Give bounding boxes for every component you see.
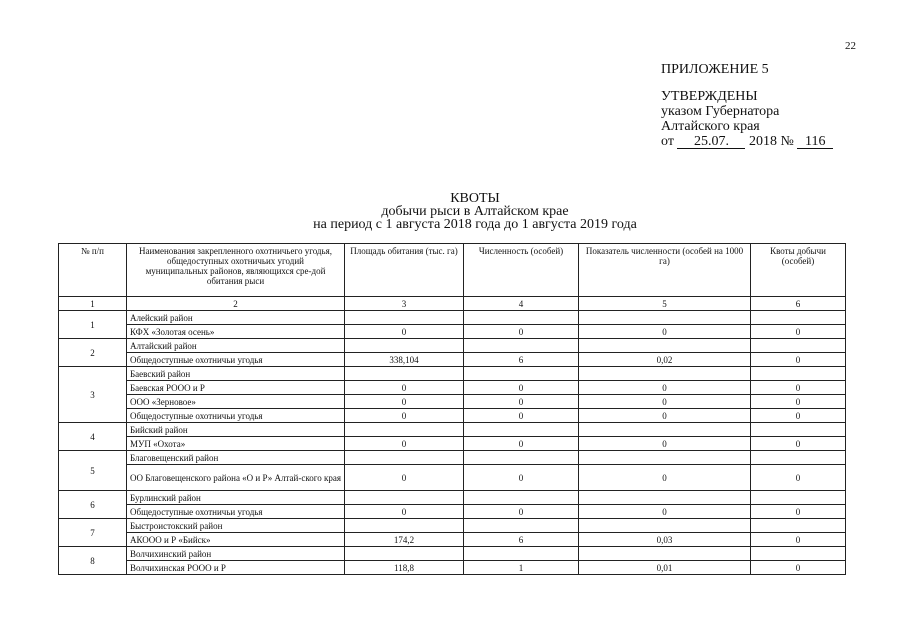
- habitat-area: 118,8: [345, 561, 464, 575]
- district-row: [59, 519, 846, 533]
- population-count: 0: [464, 409, 579, 423]
- empty-cell: [751, 339, 846, 353]
- hunting-ground-name: Общедоступные охотничьи угодья: [127, 353, 345, 367]
- population-density: 0: [579, 505, 751, 519]
- table-body: [59, 297, 846, 575]
- harvest-quota: 0: [751, 561, 846, 575]
- table-row: [59, 561, 846, 575]
- district-row: [59, 311, 846, 325]
- district-name: Бурлинский район: [127, 491, 345, 505]
- approval-block: [661, 62, 881, 149]
- table-row: [59, 381, 846, 395]
- hunting-ground-name: ОО Благовещенского района «О и Р» Алтай-ского края: [127, 465, 345, 491]
- harvest-quota: 0: [751, 533, 846, 547]
- table-row: [59, 465, 846, 491]
- empty-cell: [464, 519, 579, 533]
- appendix-title: ПРИЛОЖЕНИЕ 5: [661, 62, 769, 77]
- population-density: 0: [579, 465, 751, 491]
- empty-cell: [579, 311, 751, 325]
- district-number: 2: [59, 339, 127, 367]
- harvest-quota: 0: [751, 465, 846, 491]
- table-row: [59, 353, 846, 367]
- harvest-quota: 0: [751, 505, 846, 519]
- empty-cell: [579, 547, 751, 561]
- habitat-area: 0: [345, 325, 464, 339]
- population-count: 0: [464, 381, 579, 395]
- document-heading: [220, 192, 730, 231]
- population-count: 0: [464, 437, 579, 451]
- empty-cell: [579, 367, 751, 381]
- habitat-area: 0: [345, 465, 464, 491]
- hunting-ground-name: ООО «Зерновое»: [127, 395, 345, 409]
- empty-cell: [464, 423, 579, 437]
- empty-cell: [579, 491, 751, 505]
- population-count: 6: [464, 353, 579, 367]
- habitat-area: 0: [345, 395, 464, 409]
- hunting-ground-name: Общедоступные охотничьи угодья: [127, 505, 345, 519]
- decree-label: указом Губернатора: [661, 104, 780, 119]
- header-area: Площадь обитания (тыс. га): [345, 244, 464, 297]
- year-label: 2018 №: [748, 134, 794, 149]
- empty-cell: [751, 451, 846, 465]
- empty-cell: [464, 311, 579, 325]
- district-number: 5: [59, 451, 127, 491]
- decree-date: 25.07.: [677, 135, 745, 149]
- decree-date-line: [661, 134, 881, 149]
- empty-cell: [579, 423, 751, 437]
- table-row: [59, 505, 846, 519]
- empty-cell: [751, 519, 846, 533]
- empty-cell: [579, 451, 751, 465]
- population-count: 6: [464, 533, 579, 547]
- population-density: 0: [579, 325, 751, 339]
- population-density: 0: [579, 437, 751, 451]
- hunting-ground-name: Общедоступные охотничьи угодья: [127, 409, 345, 423]
- harvest-quota: 0: [751, 325, 846, 339]
- district-row: [59, 339, 846, 353]
- district-number: 7: [59, 519, 127, 547]
- district-row: [59, 451, 846, 465]
- empty-cell: [751, 367, 846, 381]
- population-count: 0: [464, 505, 579, 519]
- page-number: 22: [845, 40, 856, 52]
- header-density: Показатель численности (особей на 1000 га): [579, 244, 751, 297]
- empty-cell: [345, 547, 464, 561]
- harvest-quota: 0: [751, 395, 846, 409]
- population-density: 0,02: [579, 353, 751, 367]
- empty-cell: [464, 339, 579, 353]
- heading-subtitle: добычи рыси в Алтайском крае: [381, 204, 569, 219]
- column-number: 6: [751, 297, 846, 311]
- district-name: Волчихинский район: [127, 547, 345, 561]
- header-num: № п/п: [59, 244, 127, 297]
- hunting-ground-name: АКООО и Р «Бийск»: [127, 533, 345, 547]
- empty-cell: [345, 519, 464, 533]
- district-row: [59, 423, 846, 437]
- column-number: 3: [345, 297, 464, 311]
- header-name: Наименования закрепленного охотничьего угодья, общедоступных охотничьих угодий муниципальных районов, являющихся сре-дой обитания рыси: [127, 244, 345, 297]
- hunting-ground-name: МУП «Охота»: [127, 437, 345, 451]
- habitat-area: 0: [345, 409, 464, 423]
- district-number: 4: [59, 423, 127, 451]
- district-name: Бийский район: [127, 423, 345, 437]
- heading-title: КВОТЫ: [450, 191, 500, 206]
- population-density: 0: [579, 409, 751, 423]
- habitat-area: 0: [345, 505, 464, 519]
- habitat-area: 0: [345, 381, 464, 395]
- column-number: 2: [127, 297, 345, 311]
- empty-cell: [345, 451, 464, 465]
- header-count: Численность (особей): [464, 244, 579, 297]
- population-count: 0: [464, 465, 579, 491]
- empty-cell: [751, 491, 846, 505]
- column-number: 5: [579, 297, 751, 311]
- district-name: Алейский район: [127, 311, 345, 325]
- empty-cell: [579, 339, 751, 353]
- empty-cell: [345, 339, 464, 353]
- table-row: [59, 325, 846, 339]
- empty-cell: [345, 367, 464, 381]
- header-quota: Квоты добычи (особей): [751, 244, 846, 297]
- empty-cell: [345, 311, 464, 325]
- empty-cell: [751, 547, 846, 561]
- harvest-quota: 0: [751, 381, 846, 395]
- column-number: 1: [59, 297, 127, 311]
- approved-label: УТВЕРЖДЕНЫ: [661, 89, 758, 104]
- hunting-ground-name: КФХ «Золотая осень»: [127, 325, 345, 339]
- district-number: 6: [59, 491, 127, 519]
- district-number: 3: [59, 367, 127, 423]
- from-label: от: [661, 134, 674, 149]
- column-number: 4: [464, 297, 579, 311]
- region-label: Алтайского края: [661, 119, 760, 134]
- empty-cell: [345, 423, 464, 437]
- population-count: 0: [464, 325, 579, 339]
- population-count: 1: [464, 561, 579, 575]
- district-name: Благовещенский район: [127, 451, 345, 465]
- population-density: 0: [579, 381, 751, 395]
- district-row: [59, 367, 846, 381]
- quota-table: [58, 243, 846, 575]
- district-row: [59, 547, 846, 561]
- population-density: 0,03: [579, 533, 751, 547]
- harvest-quota: 0: [751, 409, 846, 423]
- district-number: 8: [59, 547, 127, 575]
- hunting-ground-name: Баевская РООО и Р: [127, 381, 345, 395]
- empty-cell: [579, 519, 751, 533]
- heading-period: на период с 1 августа 2018 года до 1 августа 2019 года: [313, 217, 637, 232]
- district-name: Быстроистокский район: [127, 519, 345, 533]
- district-name: Алтайский район: [127, 339, 345, 353]
- population-count: 0: [464, 395, 579, 409]
- population-density: 0: [579, 395, 751, 409]
- district-name: Баевский район: [127, 367, 345, 381]
- harvest-quota: 0: [751, 437, 846, 451]
- empty-cell: [464, 547, 579, 561]
- empty-cell: [751, 311, 846, 325]
- empty-cell: [751, 423, 846, 437]
- harvest-quota: 0: [751, 353, 846, 367]
- habitat-area: 174,2: [345, 533, 464, 547]
- empty-cell: [464, 367, 579, 381]
- empty-cell: [464, 491, 579, 505]
- hunting-ground-name: Волчихинская РООО и Р: [127, 561, 345, 575]
- table-row: [59, 533, 846, 547]
- table-header-row: [59, 244, 846, 297]
- habitat-area: 0: [345, 437, 464, 451]
- empty-cell: [464, 451, 579, 465]
- habitat-area: 338,104: [345, 353, 464, 367]
- district-number: 1: [59, 311, 127, 339]
- table-row: [59, 409, 846, 423]
- decree-number: 116: [797, 135, 833, 149]
- population-density: 0,01: [579, 561, 751, 575]
- district-row: [59, 491, 846, 505]
- column-number-row: [59, 297, 846, 311]
- table-row: [59, 437, 846, 451]
- empty-cell: [345, 491, 464, 505]
- table-row: [59, 395, 846, 409]
